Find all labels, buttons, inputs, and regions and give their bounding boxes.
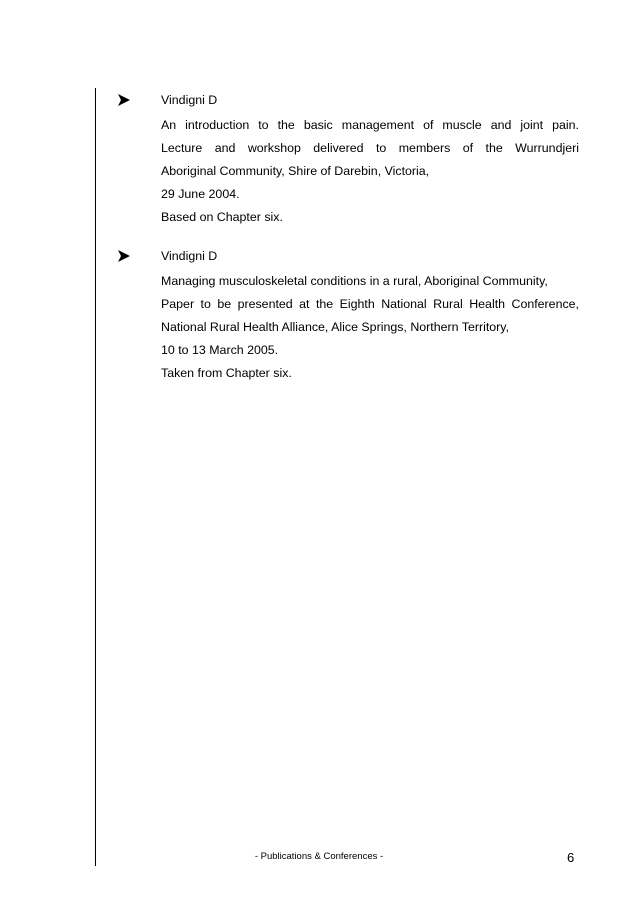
page-number: 6	[567, 850, 575, 865]
arrowhead-bullet-icon	[117, 249, 131, 263]
publication-line: National Rural Health Alliance, Alice Springs, Northern Territory,	[161, 319, 510, 334]
publication-line: Lecture and workshop delivered to members of the Wurrundjeri	[161, 140, 579, 155]
footer-section-title: - Publications & Conferences -	[254, 851, 384, 862]
publication-line: An introduction to the basic management of muscle and joint pain.	[161, 118, 579, 132]
publication-author: Vindigni D	[161, 249, 218, 263]
publication-author: Vindigni D	[161, 93, 218, 107]
publication-line: Managing musculoskeletal conditions in a rural, Aboriginal Community,	[161, 274, 548, 288]
publication-line: 10 to 13 March 2005.	[161, 342, 279, 357]
publication-line: Based on Chapter six.	[161, 209, 283, 224]
publication-line: Aboriginal Community, Shire of Darebin, Victoria,	[161, 163, 430, 178]
arrowhead-bullet-icon	[117, 93, 131, 107]
publication-line: Taken from Chapter six.	[161, 365, 292, 380]
publication-line: Paper to be presented at the Eighth National Rural Health Conference,	[161, 296, 579, 311]
left-margin-rule	[95, 88, 96, 866]
publication-line: 29 June 2004.	[161, 186, 240, 201]
